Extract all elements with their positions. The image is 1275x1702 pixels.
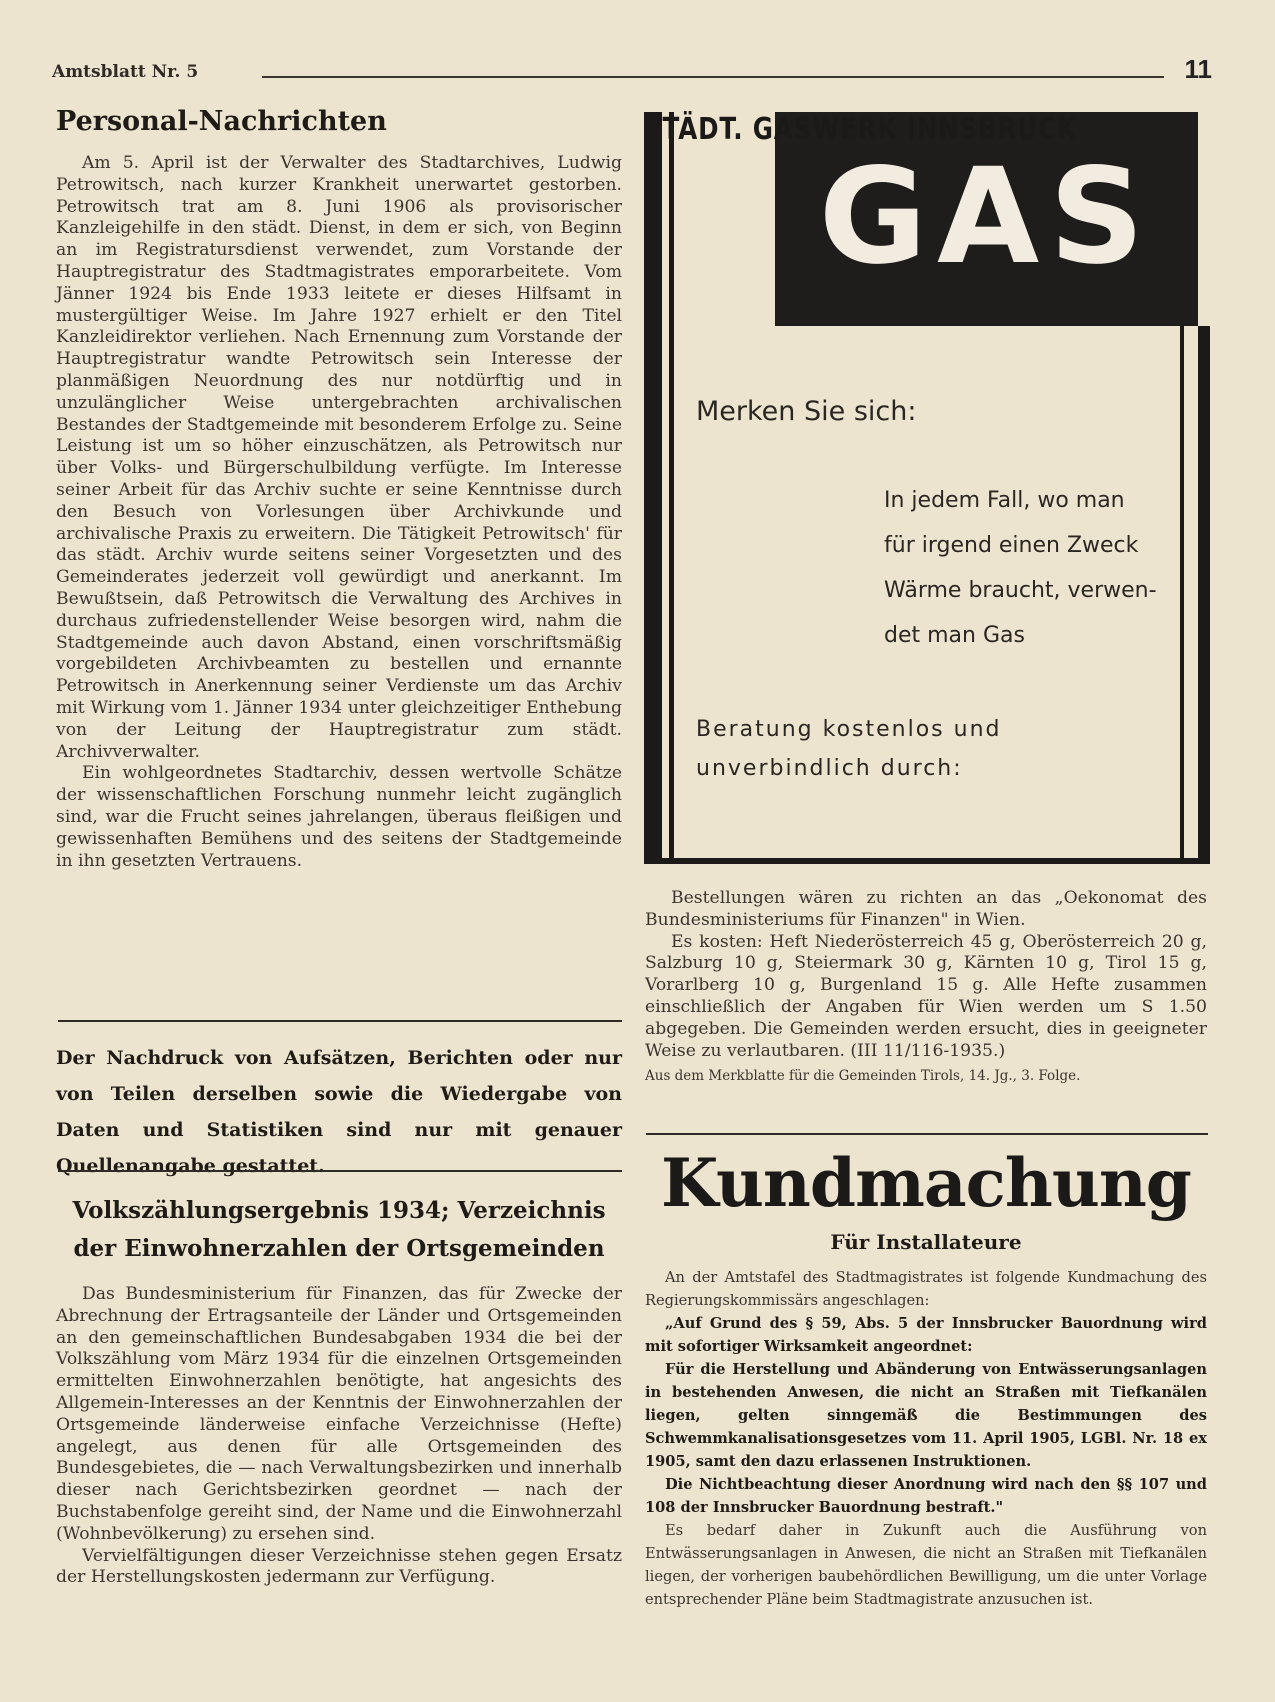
ad-line-1: In jedem Fall, wo man xyxy=(884,488,1125,513)
kundmachung-subtitle: Für Installateure xyxy=(830,1230,1022,1254)
orders-source: Aus dem Merkblatte für die Gemeinden Tirols, 14. Jg., 3. Folge. xyxy=(645,1068,1081,1085)
personal-title: Personal-Nachrichten xyxy=(56,106,387,137)
ad-beratung-line-1: Beratung kostenlos und xyxy=(696,717,1002,742)
ad-right-bar xyxy=(1198,326,1210,864)
orders-section xyxy=(645,888,1207,1084)
ad-beratung-line-2: unverbindlich durch: xyxy=(696,756,963,781)
kundmachung-order: „Auf Grund des § 59, Abs. 5 der Innsbrucker Bauordnung wird mit sofortiger Wirksamkeit angeordnet: xyxy=(645,1315,1207,1355)
ad-line-2: für irgend einen Zweck xyxy=(884,533,1139,558)
gas-headline: GAS xyxy=(818,140,1155,294)
journal-title: Amtsblatt Nr. 5 xyxy=(52,62,199,82)
ad-right-inner-bar xyxy=(1180,326,1184,864)
gas-advertisement xyxy=(644,112,1210,864)
kundmachung-section xyxy=(645,1144,1207,1611)
running-header xyxy=(52,54,1212,84)
personal-paragraph-1: Am 5. April ist der Verwalter des Stadtarchives, Ludwig Petrowitsch, nach kurzer Krankheit unerwartet gestorben. Petrowitsch trat am 8. Juni 1906 als provisorischer Kanzleigehilfe in den städt. Dienst, in dem er sich, von Beginn an im Registratursdienst verwendet, zum Vorstande der Hauptregistratur des Stadtmagistrates emporarbeitete. Vom Jänner 1924 bis Ende 1933 leitete er dieses Hilfsamt in mustergültiger Weise. Im Jahre 1927 erhielt er den Titel Kanzleidirektor verliehen. Nach Ernennung zum Vorstande der Hauptregistratur wandte Petrowitsch sein Interesse der planmäßigen Neuordnung des nur notdürftig und in unzulänglicher Weise untergebrachten archivalischen Bestandes der Stadtgemeinde mit besonderem Erfolge zu. Seine Leistung ist um so höher einzuschätzen, als Petrowitsch nur über Volks- und Bürgerschulbildung verfügte. Im Interesse seiner Arbeit für das Archiv suchte er seine Kenntnisse durch den Besuch von Vorlesungen über Archivkunde und archivalische Praxis zu erweitern. Die Tätigkeit Petrowitsch' für das städt. Archiv wurde seitens seiner Vorgesetzten und des Gemeinderates jederzeit voll gewürdigt und anerkannt. Im Bewußtsein, daß Petrowitsch die Verwaltung des Archives in durchaus zufriedenstellender Weise besorgen wird, nahm die Stadtgemeinde auch davon Abstand, einen vorschriftsmäßig vorgebildeten Archivbeamten zu bestellen und ernannte Petrowitsch in Anerkennung seiner Verdienste um das Archiv mit Wirkung vom 1. Jänner 1934 unter gleichzeitiger Enthebung von der Leitung der Hauptregistratur zum städt. Archivverwalter. xyxy=(56,153,622,762)
ad-line-3: Wärme braucht, verwen- xyxy=(884,578,1157,603)
personal-section xyxy=(56,106,622,872)
kundmachung-closing: Es bedarf daher in Zukunft auch die Ausführung von Entwässerungsanlagen in Anwesen, die nicht an Straßen mit Tiefkanälen liegen, der vorherigen baubehördlichen Bewilligung, um die unter Vorlage entsprechender Pläne beim Stadtmagistrate anzusuchen ist. xyxy=(645,1522,1207,1608)
census-paragraph-2: Vervielfältigungen dieser Verzeichnisse stehen gegen Ersatz der Herstellungskosten jedermann zur Verfügung. xyxy=(56,1545,622,1588)
kundmachung-top-rule xyxy=(646,1133,1208,1135)
orders-paragraph-2: Es kosten: Heft Niederösterreich 45 g, Oberösterreich 20 g, Salzburg 10 g, Steiermark 30 g, Kärnten 10 g, Tirol 15 g, Vorarlberg 10 g, Burgenland 15 g. Alle Hefte zusammen einschließlich der Angaben für Wien werden um S 1.50 abgegeben. Die Gemeinden werden ersucht, dies in geeigneter Weise zu verlautbaren. (III 11/116-1935.) xyxy=(645,931,1207,1061)
ad-beratung xyxy=(696,710,1002,788)
ad-line-4: det man Gas xyxy=(884,623,1025,648)
copyright-notice: Der Nachdruck von Aufsätzen, Berichten oder nur von Teilen derselben sowie die Wiedergabe von Daten und Statistiken sind nur mit genauer Quellenangabe gestattet. xyxy=(56,1047,622,1177)
ad-company: STÄDT. GASWERK INNSBRUCK xyxy=(644,112,1077,147)
ad-merken: Merken Sie sich: xyxy=(696,396,917,427)
kundmachung-title: Kundmachung xyxy=(661,1144,1191,1222)
ad-left-inner-bar xyxy=(669,112,674,864)
header-rule xyxy=(262,76,1164,78)
kundmachung-intro: An der Amtstafel des Stadtmagistrates ist folgende Kundmachung des Regierungskommissärs angeschlagen: xyxy=(645,1269,1207,1309)
ad-bottom-rule xyxy=(644,858,1210,864)
kundmachung-rule-2: Die Nichtbeachtung dieser Anordnung wird nach den §§ 107 und 108 der Innsbrucker Bauordnung bestraft." xyxy=(645,1476,1207,1516)
notice-bottom-rule xyxy=(58,1170,622,1172)
notice-top-rule xyxy=(58,1020,622,1022)
page-number: 11 xyxy=(1184,54,1212,84)
census-paragraph-1: Das Bundesministerium für Finanzen, das für Zwecke der Abrechnung der Ertragsanteile der Länder und Ortsgemeinden an den gemeinschaftlichen Bundesabgaben 1934 die bei der Volkszählung vom März 1934 für die einzelnen Ortsgemeinden ermittelten Einwohnerzahlen benötigte, hat angesichts des Allgemein-Interesses an der Kenntnis der Einwohnerzahlen der Ortsgemeinde länderweise einfache Verzeichnisse (Hefte) angelegt, aus denen für alle Ortsgemeinden des Bundesgebietes, die — nach Verwaltungsbezirken und innerhalb dieser nach Gerichtsbezirken geordnet — nach der Buchstabenfolge gereiht sind, der Name und die Einwohnerzahl (Wohnbevölkerung) zu ersehen sind. xyxy=(56,1284,622,1544)
kundmachung-rule-1: Für die Herstellung und Abänderung von Entwässerungsanlagen in bestehenden Anwesen, die nicht an Straßen mit Tiefkanälen liegen, gelten sinngemäß die Bestimmungen des Schwemmkanalisationsgesetzes vom 11. April 1905, LGBl. Nr. 18 ex 1905, samt den dazu erlassenen Instruktionen. xyxy=(645,1361,1207,1470)
ad-left-bar xyxy=(644,112,662,864)
orders-paragraph-1: Bestellungen wären zu richten an das „Oekonomat des Bundesministeriums für Finanzen" in Wien. xyxy=(645,888,1207,930)
personal-paragraph-2: Ein wohlgeordnetes Stadtarchiv, dessen wertvolle Schätze der wissenschaftlichen Forschung nunmehr leicht zugänglich sind, war die Frucht seines jahrelangen, überaus fleißigen und gewissenhaften Bemühens und des seitens der Stadtgemeinde in ihn gesetzten Vertrauens. xyxy=(56,763,622,871)
census-title: Volkszählungsergebnis 1934; Verzeichnis der Einwohnerzahlen der Ortsgemeinden xyxy=(72,1197,606,1262)
ad-body-lines xyxy=(884,478,1157,658)
census-section xyxy=(56,1192,622,1589)
